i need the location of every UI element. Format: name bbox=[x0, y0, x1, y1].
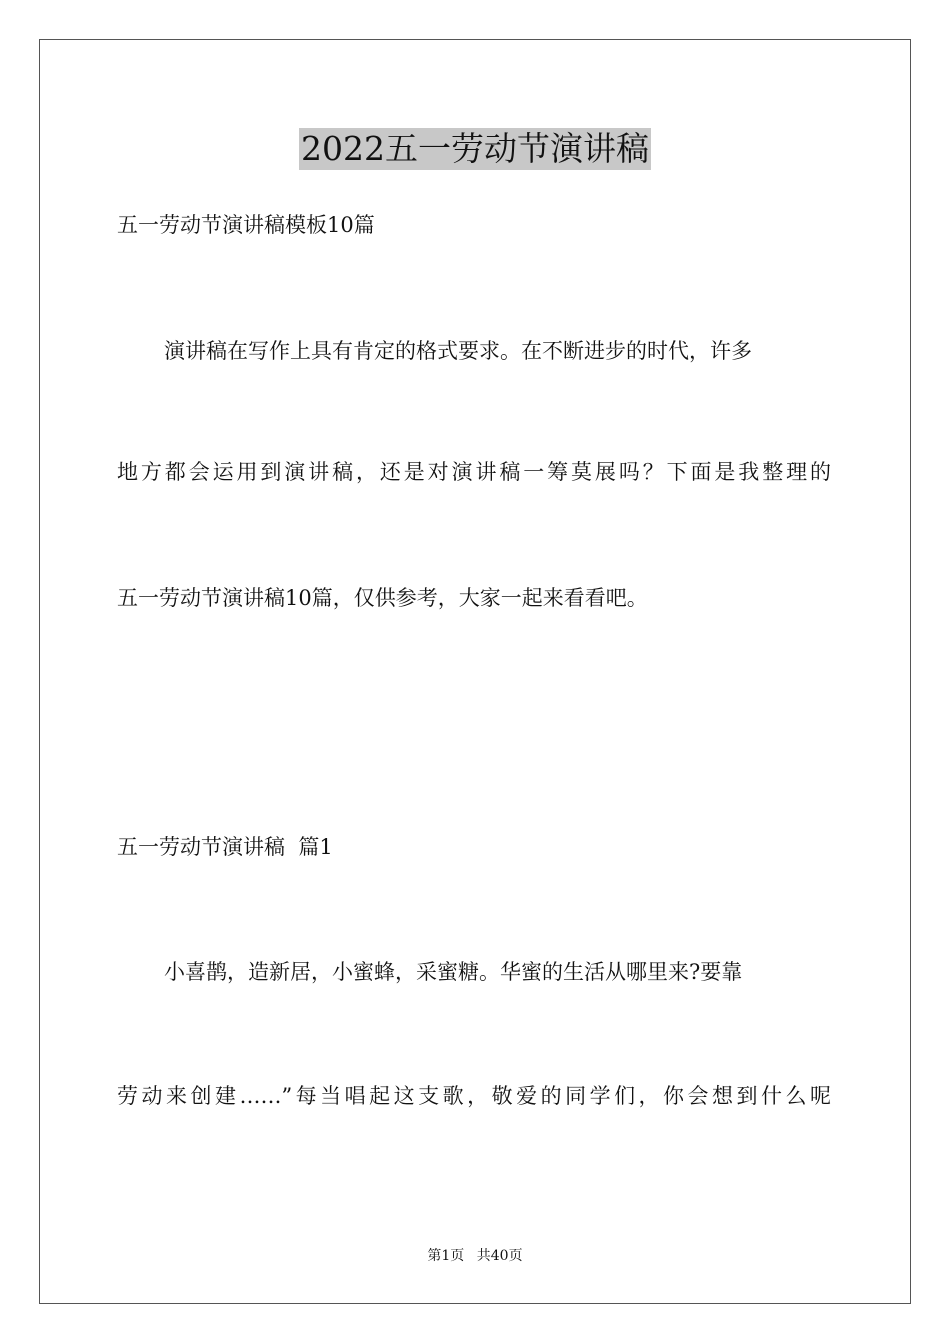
intro-line-1: 演讲稿在写作上具有肯定的格式要求。在不断进步的时代，许多 bbox=[164, 339, 752, 363]
intro-line-3: 五一劳动节演讲稿10篇，仅供参考，大家一起来看看吧。 bbox=[117, 586, 648, 610]
page-total: 共40页 bbox=[476, 1248, 523, 1264]
document-subtitle: 五一劳动节演讲稿模板10篇 bbox=[117, 213, 375, 237]
page-footer bbox=[0, 1246, 950, 1266]
document-title: 2022五一劳动节演讲稿 bbox=[301, 129, 649, 168]
section-heading: 五一劳动节演讲稿 篇1 bbox=[117, 835, 333, 859]
section-line-1: 小喜鹊，造新居，小蜜蜂，采蜜糖。华蜜的生活从哪里来?要靠 bbox=[164, 960, 743, 984]
page-number: 第1页 bbox=[427, 1248, 465, 1264]
title-container bbox=[0, 128, 950, 170]
intro-line-2: 地方都会运用到演讲稿，还是对演讲稿一筹莫展吗？下面是我整理的 bbox=[117, 460, 831, 484]
section-line-2: 劳动来创建……”每当唱起这支歌，敬爱的同学们，你会想到什么呢 bbox=[117, 1084, 831, 1108]
